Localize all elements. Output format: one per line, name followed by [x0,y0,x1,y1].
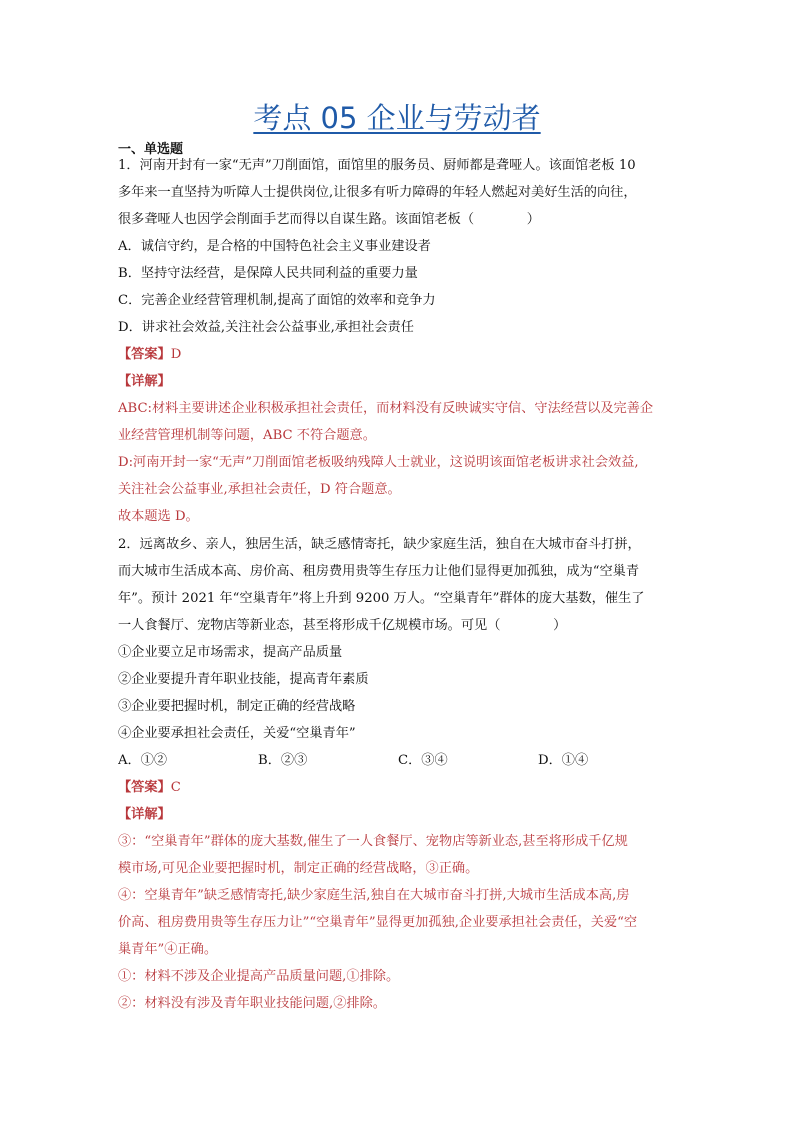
q1-option-d: D．讲求社会效益,关注社会公益事业,承担社会责任 [118,320,414,335]
q2-item-4: ④企业要承担社会责任，关爱“空巢青年” [118,726,356,741]
q2-answer [118,774,680,801]
detail-label: 【详解】 [118,374,171,389]
q2-detail-line: 模市场,可见企业要把握时机，制定正确的经营战略，③正确。 [118,861,479,876]
q2-detail-line: 巢青年”④正确。 [118,942,218,957]
detail-label: 【详解】 [118,807,171,822]
q2-stem-line: 2．远离故乡、亲人，独居生活，缺乏感情寄托，缺少家庭生活，独自在大城市奋斗打拼， [118,537,641,552]
answer-value: D [170,347,182,362]
answer-label: 【答案】 [118,780,171,795]
q2-option-a: A．①② [118,753,168,768]
q1-stem-line: 很多聋哑人也因学会削面手艺而得以自谋生路。该面馆老板（ ） [118,212,540,227]
q2-option-c: C．③④ [398,753,448,768]
q2-detail-label [118,801,680,828]
q1-stem-line: 1．河南开封有一家“无声”刀削面馆，面馆里的服务员、厨师都是聋哑人。该面馆老板 10 [118,158,636,173]
q1-conclusion: 故本题选 D。 [118,509,199,524]
q1-detail-line: ABC:材料主要讲述企业积极承担社会责任，而材料没有反映诚实守信、守法经营以及完善企 [118,401,654,416]
q1-detail-line: D:河南开封一家“无声”刀削面馆老板吸纳残障人士就业，这说明该面馆老板讲求社会效益, [118,455,639,470]
answer-value: C [170,780,181,795]
q2-option-d: D．①④ [538,753,589,768]
q2-options [118,747,680,774]
answer-label: 【答案】 [118,347,171,362]
q1-answer [118,341,680,368]
q1-option-b: B．坚持守法经营，是保障人民共同利益的重要力量 [118,266,418,281]
q1-detail-label [118,368,680,395]
question-1 [118,152,680,530]
q1-option-a: A．诚信守约，是合格的中国特色社会主义事业建设者 [118,239,431,254]
question-2 [118,531,680,1017]
q1-stem-line: 多年来一直坚持为听障人士提供岗位,让很多有听力障碍的年轻人燃起对美好生活的向往， [118,185,637,200]
q2-item-1: ①企业要立足市场需求，提高产品质量 [118,645,343,660]
q1-detail-line: 业经营管理机制等问题，ABC 不符合题意。 [118,428,376,443]
q2-item-3: ③企业要把握时机，制定正确的经营战略 [118,699,356,714]
q2-item-2: ②企业要提升青年职业技能，提高青年素质 [118,672,369,687]
q2-option-b: B．②③ [258,753,308,768]
q2-detail-line: ②：材料没有涉及青年职业技能问题,②排除。 [118,996,386,1011]
q1-option-c: C．完善企业经营管理机制,提高了面馆的效率和竞争力 [118,293,436,308]
q2-detail-line: 价高、租房费用贵等生存压力让”“空巢青年”显得更加孤独,企业要承担社会责任，关爱“空 [118,915,638,930]
q2-detail-line: ③：“空巢青年”群体的庞大基数,催生了一人食餐厅、宠物店等新业态,甚至将形成千亿规 [118,834,628,849]
page-title: 考点 05 企业与劳动者 [253,101,541,135]
section-heading: 一、单选题 [118,142,184,157]
q2-stem-line: 而大城市生活成本高、房价高、租房费用贵等生存压力让他们显得更加孤独，成为“空巢青 [118,564,640,579]
q2-detail-line: ①：材料不涉及企业提高产品质量问题,①排除。 [118,969,400,984]
q2-stem-line: 一人食餐厅、宠物店等新业态，甚至将形成千亿规模市场。可见（ ） [118,618,567,633]
q2-stem-line: 年”。预计 2021 年“空巢青年”将上升到 9200 万人。“空巢青年”群体的庞大基数，催生了 [118,591,645,606]
q1-detail-line: 关注社会公益事业,承担社会责任，D 符合题意。 [118,482,401,497]
q2-detail-line: ④：空巢青年”缺乏感情寄托,缺少家庭生活,独自在大城市奋斗打拼,大城市生活成本高,房 [118,888,630,903]
